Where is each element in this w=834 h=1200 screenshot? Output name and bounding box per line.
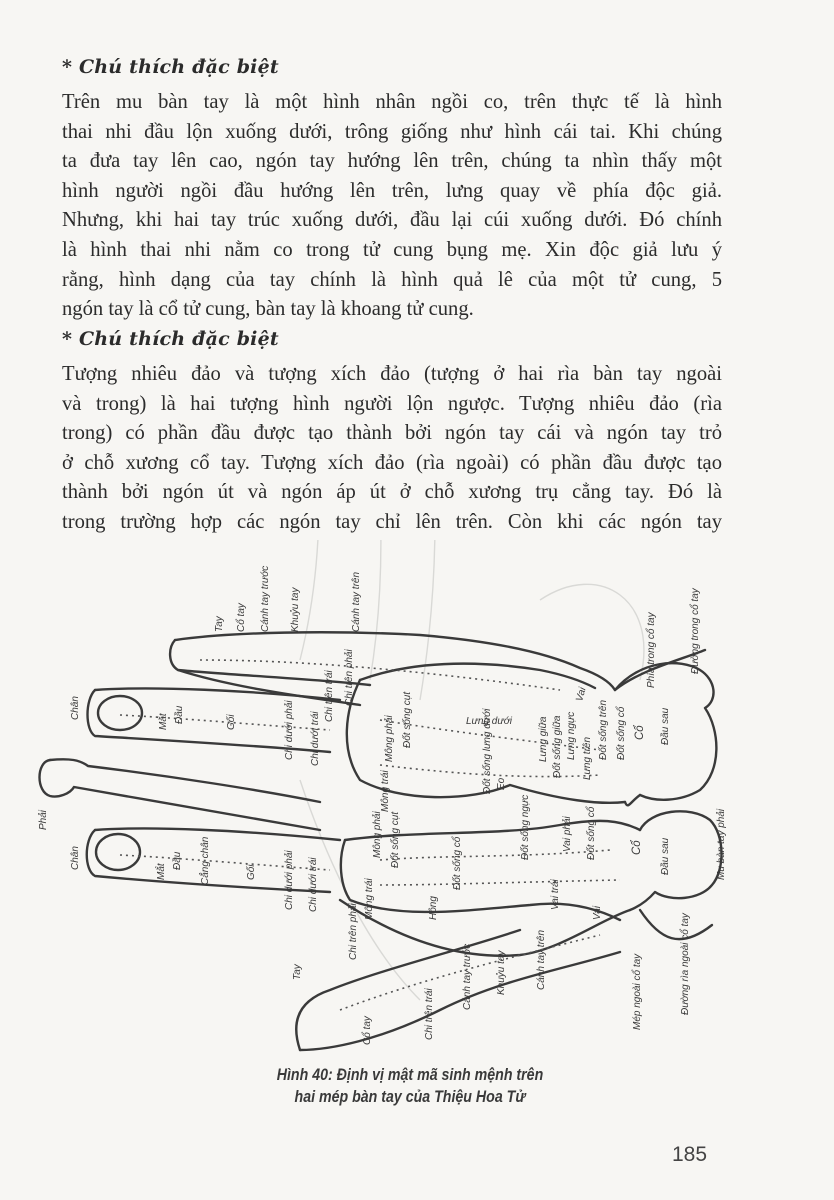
svg-text:Mông phải: Mông phải: [384, 715, 395, 762]
svg-text:Cổ: Cổ: [631, 840, 643, 855]
labels-top-arm: [214, 566, 362, 632]
svg-text:Đầu: Đầu: [172, 851, 183, 870]
svg-text:Mu bàn tay phải: Mu bàn tay phải: [716, 808, 727, 880]
svg-text:Chi dưới phải: Chi dưới phải: [284, 700, 295, 760]
svg-text:Đốt sống cụt: Đốt sống cụt: [402, 691, 413, 748]
paragraph-line: là hình thai nhi nằm co trong tử cung bụng mẹ. Xin độc giả lưu ý: [62, 238, 722, 261]
svg-text:Chi trên trái: Chi trên trái: [424, 988, 435, 1040]
label-chan-lower: Chân: [70, 846, 81, 870]
svg-text:Mông trái: Mông trái: [364, 878, 375, 920]
svg-text:Cổ: Cổ: [634, 725, 646, 740]
svg-text:Vai: Vai: [592, 905, 603, 920]
labels-right-top: [645, 587, 701, 688]
svg-text:Đường rìa ngoài cổ tay: Đường rìa ngoài cổ tay: [680, 913, 691, 1015]
svg-text:Mắt: Mắt: [156, 863, 167, 880]
label-phai: Phải: [38, 809, 49, 830]
svg-text:Lưng ngực: Lưng ngực: [566, 711, 577, 760]
svg-text:Phía trong cổ tay: Phía trong cổ tay: [646, 612, 657, 688]
svg-text:Hông: Hông: [428, 896, 439, 920]
svg-text:Chi dưới phải: Chi dưới phải: [284, 850, 295, 910]
svg-text:Đầu sau: Đầu sau: [660, 837, 671, 875]
paragraph-line: Nhưng, khi hai tay trúc xuống dưới, đầu lại cúi xuống dưới. Đó chính: [62, 209, 722, 232]
svg-text:Đốt sống cổ: Đốt sống cổ: [452, 836, 463, 890]
svg-text:Chi trên phải: Chi trên phải: [348, 903, 359, 960]
label-co-tay: Cổ tay: [236, 603, 247, 632]
paragraph-1: [62, 88, 722, 325]
svg-text:Tay: Tay: [292, 964, 303, 980]
svg-text:Eo: Eo: [496, 777, 507, 790]
svg-text:Gối: Gối: [226, 714, 237, 730]
page-number: 185: [672, 1143, 708, 1166]
labels-right-mid: [715, 808, 727, 880]
figure-caption: [229, 1064, 590, 1108]
paragraph-line: Trên mu bàn tay là một hình nhân ngồi co, trên thực tế là hình: [62, 91, 722, 113]
svg-text:Đốt sống lưng dưới: Đốt sống lưng dưới: [482, 708, 493, 794]
svg-text:Đầu: Đầu: [174, 705, 185, 724]
svg-text:Chi trên phải: Chi trên phải: [344, 649, 355, 706]
paragraph-line: hình người ngồi đầu hướng lên trên, lưng quay về phía độc giả.: [62, 179, 722, 202]
label-canh-tay-truoc: Cánh tay trước: [260, 565, 271, 632]
svg-text:Đốt sống cổ: Đốt sống cổ: [586, 806, 597, 860]
hand-diagram-figure: [0, 540, 834, 1060]
svg-text:Khuỷu tay: Khuỷu tay: [496, 950, 507, 995]
paragraph-line: trong) có phần đầu được tạo thành bởi ngón tay cái và ngón tay trỏ: [62, 422, 722, 445]
hand-illustration: [0, 540, 834, 1060]
svg-text:Lưng dưới: Lưng dưới: [466, 716, 512, 727]
paragraph-line: và trong) là hai tượng hình người lộn ngược. Tượng nhiêu đảo (rìa: [62, 392, 722, 415]
svg-text:Lưng trên: Lưng trên: [582, 736, 593, 780]
section-heading-1: * Chú thích đặc biệt: [62, 56, 279, 78]
svg-text:Lưng giữa: Lưng giữa: [538, 716, 549, 762]
svg-text:Mắt: Mắt: [158, 713, 169, 730]
svg-text:Đốt sống ngực: Đốt sống ngực: [520, 794, 531, 860]
svg-text:Cẳng chân: Cẳng chân: [200, 836, 211, 885]
svg-text:Mép ngoài cổ tay: Mép ngoài cổ tay: [632, 953, 643, 1030]
paragraph-line: ở chỗ xương cổ tay. Tượng xích đảo (rìa ngoài) có phần đầu được tạo: [62, 451, 722, 474]
svg-text:Gối: Gối: [246, 864, 257, 880]
svg-text:Đốt sống cụt: Đốt sống cụt: [390, 811, 401, 868]
svg-text:Đốt sống cổ: Đốt sống cổ: [616, 706, 627, 760]
section-heading-2: * Chú thích đặc biệt: [62, 328, 279, 350]
svg-text:Cổ tay: Cổ tay: [362, 1016, 373, 1045]
label-tay: Tay: [214, 616, 225, 632]
svg-text:Chi dưới trái: Chi dưới trái: [310, 711, 321, 766]
paragraph-line: ta đưa tay lên cao, ngón tay hướng lên trên, chúng ta nhìn thấy một: [62, 150, 722, 173]
labels-left-side: [37, 696, 81, 870]
svg-text:Đốt sống giữa: Đốt sống giữa: [552, 715, 563, 778]
svg-text:Chi dưới trái: Chi dưới trái: [308, 857, 319, 912]
label-canh-tay-tren: Cánh tay trên: [351, 571, 362, 632]
svg-text:Chi trên trái: Chi trên trái: [324, 670, 335, 722]
svg-text:Mông phải: Mông phải: [372, 811, 383, 858]
label-khuyu-tay: Khuỷu tay: [290, 587, 301, 632]
labels-right-bottom: [631, 912, 691, 1030]
paragraph-line: thành bởi ngón út và ngón áp út ở chỗ xương trụ cẳng tay. Đó là: [62, 481, 722, 504]
paragraph-2: [62, 360, 722, 538]
labels-lower-arm: [292, 903, 547, 1045]
svg-text:Vai trái: Vai trái: [550, 879, 561, 910]
svg-text:Cánh tay trước: Cánh tay trước: [462, 943, 473, 1010]
svg-text:Đầu sau: Đầu sau: [660, 707, 671, 745]
svg-text:Đốt sống trên: Đốt sống trên: [598, 699, 609, 760]
paragraph-line: thai nhi đầu lộn xuống dưới, trông giống như hình cái tai. Khi chúng: [62, 120, 722, 143]
paragraph-line: Tượng nhiêu đảo và tượng xích đảo (tượng ở hai rìa bàn tay ngoài: [62, 363, 722, 385]
svg-text:Cánh tay trên: Cánh tay trên: [536, 929, 547, 990]
label-chan-upper: Chân: [70, 696, 81, 720]
paragraph-line: trong trường hợp các ngón tay chỉ lên trên. Còn khi các ngón tay: [62, 510, 722, 533]
svg-text:Mông trái: Mông trái: [380, 770, 391, 812]
caption-line-1: Hình 40: Định vị mật mã sinh mệnh trên: [276, 1066, 544, 1084]
svg-text:Vai phải: Vai phải: [562, 816, 573, 852]
caption-line-2: hai mép bàn tay của Thiệu Hoa Tử: [294, 1088, 526, 1106]
svg-text:Vai: Vai: [574, 686, 589, 703]
paragraph-line: rằng, hình dạng của tay chính là hình quả lê của một tử cung, 5: [62, 268, 722, 291]
paragraph-line: ngón tay là cổ tử cung, bàn tay là khoang tử cung.: [62, 298, 474, 321]
svg-text:Đường trong cổ tay: Đường trong cổ tay: [690, 588, 701, 674]
